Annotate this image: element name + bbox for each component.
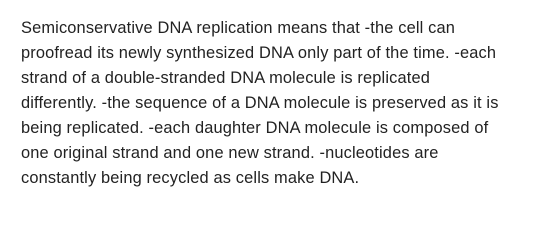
question-line: proofread its newly synthesized DNA only part of the time. -each	[21, 44, 497, 62]
question-text	[21, 16, 541, 191]
question-line: Semiconservative DNA replication means that -the cell can	[21, 19, 455, 37]
question-line: being replicated. -each daughter DNA molecule is composed of	[21, 119, 489, 137]
question-line: strand of a double-stranded DNA molecule is replicated	[21, 69, 430, 87]
question-line: differently. -the sequence of a DNA molecule is preserved as it is	[21, 94, 499, 112]
question-line: one original strand and one new strand. -nucleotides are	[21, 144, 439, 162]
question-line: constantly being recycled as cells make DNA.	[21, 169, 360, 187]
